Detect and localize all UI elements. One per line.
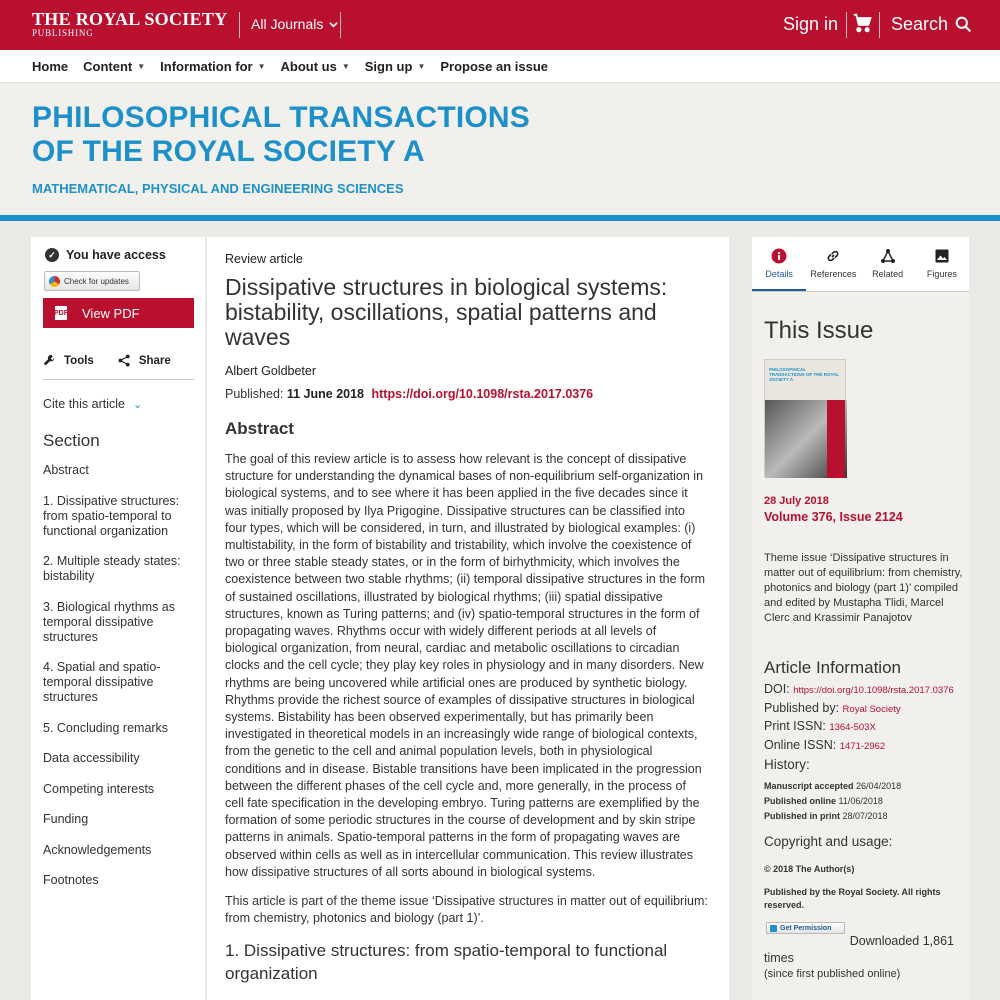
cover-title: PHILOSOPHICAL TRANSACTIONS OF THE ROYAL SOCIETY A bbox=[769, 367, 840, 382]
permission-icon bbox=[770, 925, 777, 932]
abstract-text: The goal of this review article is to assess how relevant is the concept of dissipative structure for understanding the dynamical bases of non-equilibrium self-organization in biological systems, and to see where it has been applied in the five decades since it was initially proposed by Ilya Prigogine. Dissipative structures can be classified into four types, which will be considered, in turn, and illustrated by biological examples: (i) multistability, in the form of bistability and tristability, which involve the coexistence of two or three stable steady states, or in the form of birhythmicity, which involves the coexistence between two stable rhythms; (ii) temporal dissipative structures in the form of sustained oscillations, illustrated by biological rhythms; (iii) spatial dissipative structures, known as Turing patterns; and (iv) spatio-temporal structures in the form of propagating waves. Rhythms occur with widely different periods at all levels of biological organization, from neural, cardiac and metabolic oscillations to circadian clocks and the cell cycle; they play key roles in physiology and in many disorders. New rhythms are being uncovered while artificial ones are produced by synthetic biology. Rhythms provide the richest source of examples of dissipative structures in biological systems. Bistability has been observed experimentally, but has primarily been investigated in theoretical models in an increasingly wide range of biological contexts, from the genetic to the cell and animal population levels, both in physiological conditions and in disease. Bistable transitions have been implicated in the progression between the different phases of the cell cycle and, more generally, in the process of cell fate specification in the developing embryo. Turing patterns are exemplified by the formation of some periodic structures in the course of development and by skin stripe patterns in animals. Spatio-temporal patterns in the form of propagating waves are observed within cells as well as in intercellular communication. This review illustrates how dissipative structures of all sorts abound in biological systems. bbox=[225, 452, 706, 879]
toc-item[interactable]: 4. Spatial and spatio-temporal dissipative structures bbox=[43, 660, 161, 704]
nav-item-label: Information for bbox=[160, 59, 253, 74]
banner-divider bbox=[0, 215, 1000, 221]
toc-item[interactable]: Acknowledgements bbox=[43, 842, 152, 857]
cite-label: Cite this article bbox=[43, 397, 125, 411]
search-button[interactable] bbox=[891, 14, 972, 35]
nav-item-label: Content bbox=[83, 59, 133, 74]
toc-item[interactable]: 5. Concluding remarks bbox=[43, 720, 169, 735]
right-sidebar bbox=[752, 237, 969, 1000]
logo-line2: PUBLISHING bbox=[32, 28, 94, 38]
tools-share-row bbox=[43, 354, 194, 380]
main-nav bbox=[0, 50, 1000, 83]
issue-description: Theme issue ‘Dissipative structures in matter out of equilibrium: from chemistry, photonics and biology (part 1)’ compiled and edited by Mustapha Tlidi, Marcel Clerc and Krassimir Panajotov bbox=[764, 552, 963, 624]
tab-references[interactable] bbox=[806, 237, 860, 291]
wrench-icon bbox=[43, 354, 56, 367]
article-author[interactable]: Albert Goldbeter bbox=[225, 364, 317, 378]
share-button[interactable] bbox=[118, 354, 171, 367]
view-pdf-button[interactable] bbox=[43, 298, 194, 328]
cart-icon[interactable] bbox=[853, 13, 873, 33]
download-count bbox=[764, 933, 964, 967]
nav-item-home[interactable] bbox=[32, 59, 68, 74]
toc-item[interactable]: 2. Multiple steady states: bistability bbox=[43, 554, 181, 583]
divider bbox=[879, 12, 880, 38]
check-circle-icon: ✓ bbox=[45, 248, 59, 262]
share-icon bbox=[118, 354, 131, 367]
view-pdf-label: View PDF bbox=[82, 305, 140, 321]
toc-item[interactable]: Funding bbox=[43, 812, 89, 826]
published-date: 11 June 2018 bbox=[286, 387, 365, 401]
nav-item-content[interactable] bbox=[83, 59, 145, 74]
online-issn-label: Online ISSN: bbox=[764, 737, 837, 752]
journal-subtitle: MATHEMATICAL, PHYSICAL AND ENGINEERING SCIENCES bbox=[32, 181, 404, 196]
downloads-text: Downloaded 1,861 bbox=[849, 934, 954, 948]
access-status bbox=[45, 248, 166, 262]
article-info-heading: Article Information bbox=[764, 658, 901, 677]
toc-item[interactable]: Footnotes bbox=[43, 873, 99, 887]
top-bar bbox=[0, 0, 1000, 50]
history-value: 11/06/2018 bbox=[838, 796, 883, 806]
toc-item[interactable]: 1. Dissipative structures: from spatio-temporal to functional organization bbox=[43, 493, 180, 538]
copyright-heading: Copyright and usage: bbox=[764, 834, 893, 849]
nav-item-label: Home bbox=[32, 59, 69, 74]
history-value: 26/04/2018 bbox=[856, 781, 902, 791]
chevron-down-icon bbox=[328, 19, 339, 30]
check-for-updates-label: Check for updates bbox=[64, 276, 129, 286]
divider bbox=[239, 12, 240, 38]
abstract-heading: Abstract bbox=[225, 419, 294, 438]
section1-heading: 1. Dissipative structures: from spatio-temporal to functional organization bbox=[225, 941, 668, 983]
chevron-down-icon: ⌄ bbox=[132, 398, 143, 411]
history-item bbox=[764, 809, 964, 824]
nav-item-information-for[interactable] bbox=[160, 59, 265, 74]
tools-button[interactable] bbox=[43, 354, 94, 367]
history-item bbox=[764, 779, 964, 794]
article-tabs bbox=[752, 237, 969, 292]
link-icon bbox=[825, 248, 841, 264]
section-toc bbox=[43, 463, 205, 904]
history-list bbox=[764, 779, 964, 824]
history-label: Published in print bbox=[764, 811, 840, 821]
issue-cover-image[interactable] bbox=[764, 359, 846, 477]
journal-banner bbox=[0, 83, 1000, 215]
history-heading: History: bbox=[764, 757, 810, 772]
search-label: Search bbox=[891, 14, 949, 34]
all-journals-dropdown[interactable] bbox=[251, 16, 339, 32]
issue-volume-link[interactable]: Volume 376, Issue 2124 bbox=[764, 510, 903, 524]
toc-item[interactable]: Data accessibility bbox=[43, 751, 140, 765]
article-type: Review article bbox=[225, 252, 303, 266]
toc-item[interactable]: Competing interests bbox=[43, 781, 155, 796]
history-value: 28/07/2018 bbox=[842, 811, 888, 821]
doi-link[interactable]: https://doi.org/10.1098/rsta.2017.0376 bbox=[793, 685, 954, 696]
tab-related[interactable] bbox=[861, 237, 915, 291]
sign-in-link[interactable]: Sign in bbox=[783, 14, 839, 34]
nav-item-label: About us bbox=[280, 59, 337, 74]
print-issn-label: Print ISSN: bbox=[764, 719, 826, 733]
print-issn-link[interactable]: 1364-503X bbox=[829, 722, 876, 733]
cover-logo-strip bbox=[827, 400, 845, 478]
tab-details-label: Details bbox=[765, 269, 793, 279]
downloads-times: times bbox=[764, 951, 794, 965]
history-item bbox=[764, 794, 964, 809]
copyright-line: © 2018 The Author(s) bbox=[764, 864, 855, 874]
chevron-down-icon: ▼ bbox=[137, 62, 146, 71]
article-info bbox=[764, 681, 964, 755]
nav-item-about-us[interactable] bbox=[281, 59, 350, 74]
nav-item-label: Propose an issue bbox=[440, 59, 549, 74]
tab-figures[interactable] bbox=[915, 237, 969, 291]
tab-references-label: References bbox=[810, 269, 857, 279]
tab-related-label: Related bbox=[872, 269, 904, 279]
publisher-link[interactable]: Royal Society bbox=[842, 703, 901, 715]
chevron-down-icon: ▼ bbox=[257, 62, 266, 71]
info-icon bbox=[771, 248, 787, 264]
network-icon bbox=[880, 248, 896, 264]
search-icon bbox=[955, 16, 972, 33]
nav-item-sign-up[interactable] bbox=[365, 59, 426, 74]
chevron-down-icon: ▼ bbox=[341, 62, 350, 71]
article-title: Dissipative structures in biological systems: bistability, oscillations, spatial patterns and waves bbox=[225, 274, 668, 350]
history-label: Published online bbox=[764, 796, 837, 806]
published-label: Published: bbox=[225, 387, 284, 401]
nav-item-propose-an-issue[interactable] bbox=[440, 59, 548, 74]
divider bbox=[340, 12, 341, 38]
section-heading: Section bbox=[43, 431, 100, 450]
pdf-icon: PDF bbox=[55, 306, 67, 320]
downloads-since: (since first published online) bbox=[764, 968, 901, 980]
access-label: You have access bbox=[66, 248, 166, 262]
tools-label: Tools bbox=[64, 354, 94, 367]
check-for-updates-button[interactable] bbox=[44, 271, 140, 291]
issue-date: 28 July 2018 bbox=[764, 495, 829, 507]
royal-society-logo[interactable] bbox=[32, 10, 228, 38]
logo-line1: THE ROYAL SOCIETY bbox=[32, 9, 228, 29]
left-sidebar bbox=[31, 237, 205, 1000]
share-label: Share bbox=[138, 354, 171, 367]
online-issn-link[interactable]: 1471-2962 bbox=[839, 740, 886, 752]
nav-item-label: Sign up bbox=[364, 59, 413, 74]
publication-info bbox=[225, 387, 593, 401]
published-by-label: Published by: bbox=[764, 700, 840, 715]
tab-figures-label: Figures bbox=[926, 269, 957, 279]
this-issue-heading: This Issue bbox=[764, 317, 874, 344]
toc-item[interactable]: 3. Biological rhythms as temporal dissipative structures bbox=[43, 599, 176, 644]
journal-title[interactable] bbox=[32, 101, 530, 169]
journal-title-line2: OF THE ROYAL SOCIETY A bbox=[32, 135, 425, 168]
rights-statement: Published by the Royal Society. All rights reserved. bbox=[764, 887, 941, 910]
journal-title-line1: PHILOSOPHICAL TRANSACTIONS bbox=[32, 101, 531, 134]
image-icon bbox=[934, 248, 950, 264]
doi-link[interactable]: https://doi.org/10.1098/rsta.2017.0376 bbox=[371, 387, 594, 401]
history-label: Manuscript accepted bbox=[764, 781, 854, 791]
article-main bbox=[207, 237, 729, 1000]
get-permission-label: Get Permission bbox=[780, 924, 832, 932]
toc-item[interactable]: Abstract bbox=[43, 463, 89, 477]
divider bbox=[846, 12, 847, 38]
chevron-down-icon: ▼ bbox=[417, 62, 426, 71]
cite-article-toggle[interactable] bbox=[43, 397, 142, 411]
crossmark-icon bbox=[49, 276, 60, 287]
all-journals-label: All Journals bbox=[251, 16, 324, 32]
tab-details[interactable] bbox=[752, 237, 806, 291]
theme-issue-note: This article is part of the theme issue ‘Dissipative structures in matter out of equilibrium: from chemistry, photonics and biology (part 1)’. bbox=[225, 894, 708, 926]
doi-label: DOI: bbox=[764, 682, 790, 696]
